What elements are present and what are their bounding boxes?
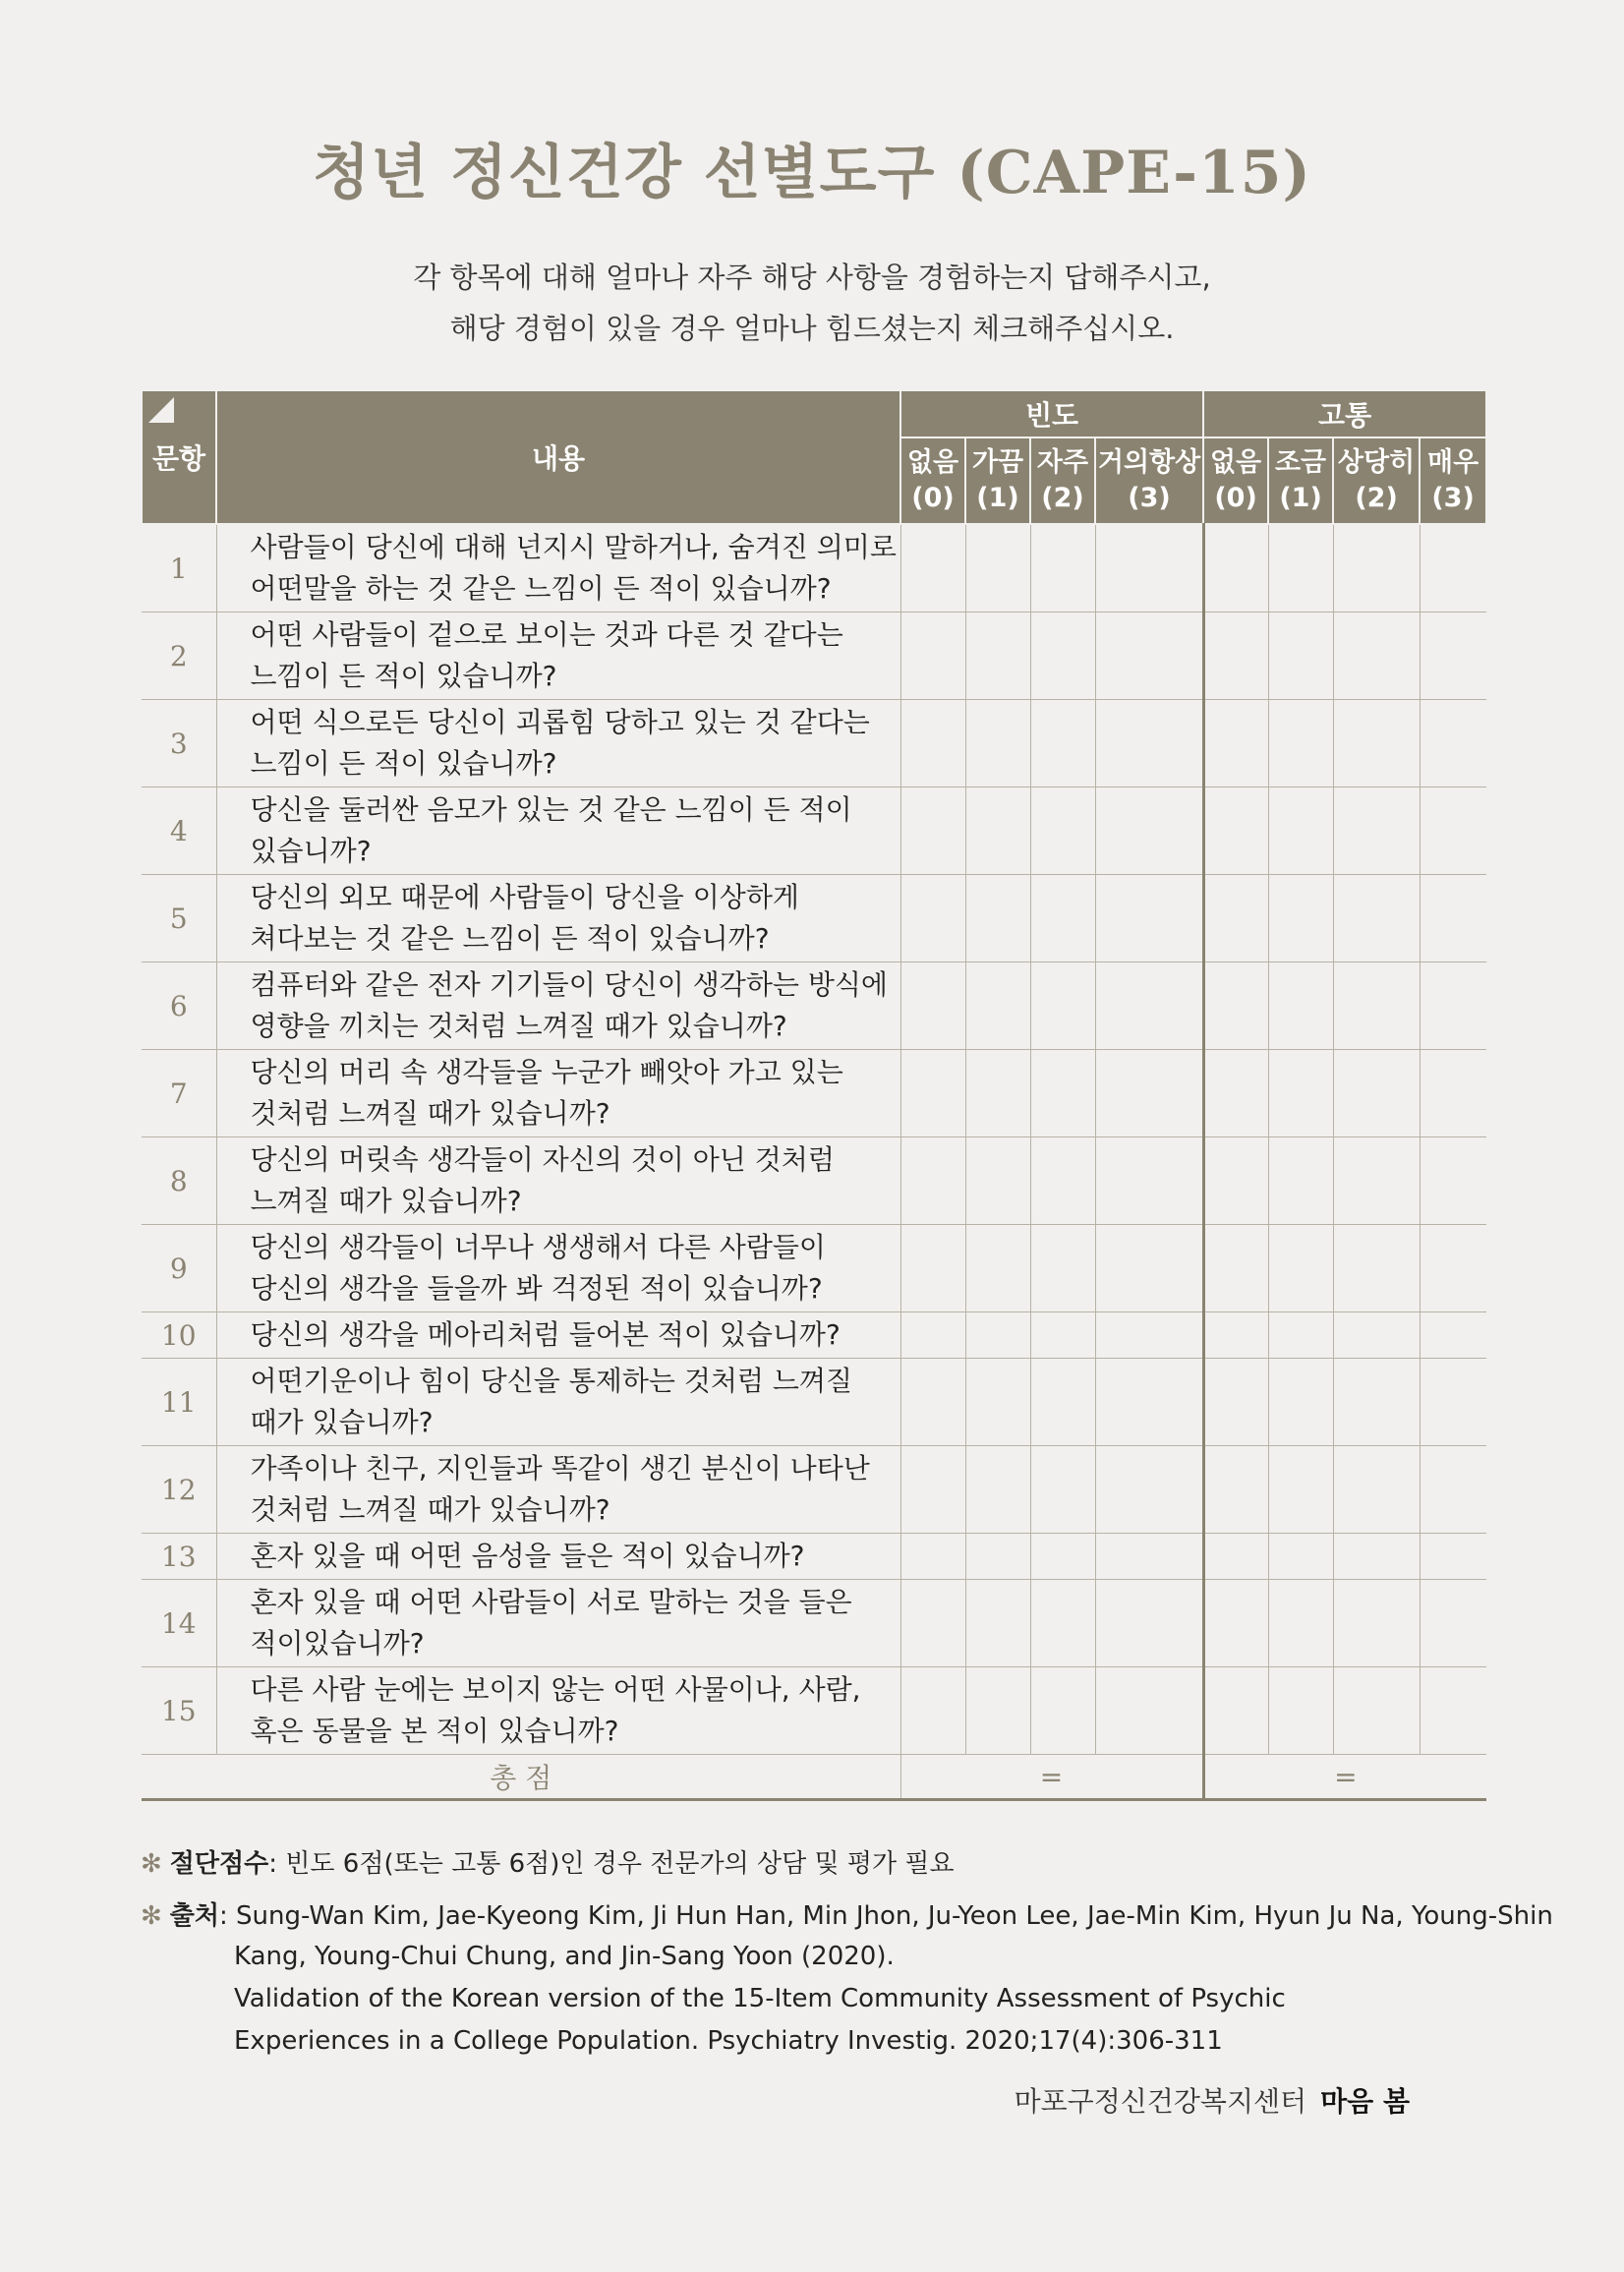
- frequency-checkbox-cell[interactable]: [900, 1225, 965, 1312]
- question-line: 당신의 생각을 메아리처럼 들어본 적이 있습니까?: [250, 1318, 841, 1351]
- item-question: [216, 1312, 900, 1359]
- item-question: [216, 1359, 900, 1446]
- question-line: 어떤말을 하는 것 같은 느낌이 든 적이 있습니까?: [250, 572, 832, 605]
- distress-checkbox-cell[interactable]: [1420, 1580, 1486, 1667]
- distress-option-label: 상당히: [1337, 447, 1416, 478]
- question-line: 혼자 있을 때 어떤 사람들이 서로 말하는 것을 들은: [250, 1586, 852, 1618]
- page-title: 청년 정신건강 선별도구 (CAPE-15): [313, 139, 1311, 207]
- question-line: 때가 있습니까?: [250, 1406, 434, 1438]
- frequency-checkbox-cell[interactable]: [965, 1225, 1030, 1312]
- item-question: [216, 962, 900, 1050]
- distress-checkbox-cell[interactable]: [1203, 1359, 1268, 1446]
- frequency-checkbox-cell[interactable]: [1095, 1050, 1203, 1137]
- item-number: 7: [142, 1050, 216, 1137]
- distress-option-score: (1): [1279, 483, 1322, 513]
- distress-checkbox-cell[interactable]: [1333, 1580, 1420, 1667]
- frequency-checkbox-cell[interactable]: [965, 1580, 1030, 1667]
- frequency-checkbox-cell[interactable]: [900, 1050, 965, 1137]
- question-line: 느껴질 때가 있습니까?: [250, 1185, 522, 1217]
- frequency-checkbox-cell[interactable]: [1030, 612, 1095, 700]
- item-number: 5: [142, 875, 216, 962]
- frequency-checkbox-cell[interactable]: [1030, 700, 1095, 787]
- table-row: [142, 700, 1486, 787]
- question-line: 혹은 동물을 본 적이 있습니까?: [250, 1715, 619, 1747]
- frequency-checkbox-cell[interactable]: [1095, 1359, 1203, 1446]
- distress-checkbox-cell[interactable]: [1333, 875, 1420, 962]
- distress-option-header: [1268, 437, 1333, 524]
- distress-checkbox-cell[interactable]: [1268, 1534, 1333, 1580]
- asterisk-icon: ✻: [141, 1849, 162, 1879]
- header-frequency: 빈도: [900, 390, 1203, 437]
- item-number: 15: [142, 1667, 216, 1755]
- frequency-checkbox-cell[interactable]: [965, 1534, 1030, 1580]
- frequency-option-score: (3): [1128, 483, 1171, 513]
- total-label: 총 점: [142, 1755, 900, 1800]
- frequency-checkbox-cell[interactable]: [1030, 524, 1095, 612]
- item-number: 13: [142, 1534, 216, 1580]
- distress-checkbox-cell[interactable]: [1333, 700, 1420, 787]
- item-number: 11: [142, 1359, 216, 1446]
- distress-checkbox-cell[interactable]: [1203, 1534, 1268, 1580]
- item-number: 14: [142, 1580, 216, 1667]
- distress-checkbox-cell[interactable]: [1268, 612, 1333, 700]
- header-content: 내용: [216, 390, 900, 524]
- frequency-checkbox-cell[interactable]: [900, 1534, 965, 1580]
- item-question: [216, 1667, 900, 1755]
- frequency-checkbox-cell[interactable]: [900, 1667, 965, 1755]
- question-line: 당신의 머릿속 생각들이 자신의 것이 아닌 것처럼: [250, 1143, 835, 1176]
- frequency-checkbox-cell[interactable]: [900, 1359, 965, 1446]
- frequency-checkbox-cell[interactable]: [1030, 1534, 1095, 1580]
- frequency-checkbox-cell[interactable]: [1030, 1137, 1095, 1225]
- distress-checkbox-cell[interactable]: [1420, 1446, 1486, 1534]
- question-line: 있습니까?: [250, 835, 372, 867]
- frequency-checkbox-cell[interactable]: [900, 1580, 965, 1667]
- distress-checkbox-cell[interactable]: [1420, 1137, 1486, 1225]
- distress-option-label: 조금: [1274, 447, 1327, 478]
- instructions-line-1: 각 항목에 대해 얼마나 자주 해당 사항을 경험하는지 답해주시고,: [413, 261, 1211, 294]
- frequency-checkbox-cell[interactable]: [1030, 1446, 1095, 1534]
- frequency-option-header: [1095, 437, 1203, 524]
- cutoff-note: [141, 1842, 955, 1886]
- distress-option-label: 매우: [1426, 447, 1479, 478]
- question-line: 어떤 식으로든 당신이 괴롭힘 당하고 있는 것 같다는: [250, 706, 870, 738]
- frequency-checkbox-cell[interactable]: [1030, 1312, 1095, 1359]
- frequency-checkbox-cell[interactable]: [900, 612, 965, 700]
- source-line: Kang, Young-Chui Chung, and Jin-Sang Yoon (2020).: [234, 1942, 895, 1971]
- distress-checkbox-cell[interactable]: [1333, 1050, 1420, 1137]
- question-line: 느낌이 든 적이 있습니까?: [250, 747, 557, 780]
- item-number: 2: [142, 612, 216, 700]
- distress-checkbox-cell[interactable]: [1203, 612, 1268, 700]
- item-question: [216, 1225, 900, 1312]
- distress-checkbox-cell[interactable]: [1333, 962, 1420, 1050]
- distress-option-score: (0): [1214, 483, 1257, 513]
- source-label: 출처: [169, 1901, 220, 1931]
- distress-checkbox-cell[interactable]: [1333, 1359, 1420, 1446]
- distress-checkbox-cell[interactable]: [1333, 1137, 1420, 1225]
- frequency-checkbox-cell[interactable]: [1095, 524, 1203, 612]
- frequency-option-header: [900, 437, 965, 524]
- frequency-checkbox-cell[interactable]: [965, 1359, 1030, 1446]
- table-row: [142, 1137, 1486, 1225]
- distress-checkbox-cell[interactable]: [1333, 1667, 1420, 1755]
- item-number: 10: [142, 1312, 216, 1359]
- distress-checkbox-cell[interactable]: [1420, 787, 1486, 875]
- frequency-checkbox-cell[interactable]: [1095, 1667, 1203, 1755]
- distress-checkbox-cell[interactable]: [1420, 524, 1486, 612]
- distress-checkbox-cell[interactable]: [1268, 1050, 1333, 1137]
- question-line: 것처럼 느껴질 때가 있습니까?: [250, 1097, 610, 1130]
- frequency-checkbox-cell[interactable]: [965, 1667, 1030, 1755]
- question-line: 컴퓨터와 같은 전자 기기들이 당신이 생각하는 방식에: [250, 968, 888, 1001]
- table-row: [142, 787, 1486, 875]
- distress-checkbox-cell[interactable]: [1420, 1359, 1486, 1446]
- table-row: [142, 962, 1486, 1050]
- frequency-checkbox-cell[interactable]: [1095, 700, 1203, 787]
- frequency-checkbox-cell[interactable]: [965, 875, 1030, 962]
- distress-checkbox-cell[interactable]: [1333, 1534, 1420, 1580]
- item-number: 12: [142, 1446, 216, 1534]
- total-distress-field[interactable]: =: [1203, 1755, 1486, 1800]
- question-line: 혼자 있을 때 어떤 음성을 들은 적이 있습니까?: [250, 1540, 805, 1572]
- distress-checkbox-cell[interactable]: [1420, 1225, 1486, 1312]
- source-line: Validation of the Korean version of the 15-Item Community Assessment of Psychic: [234, 1984, 1286, 2013]
- distress-checkbox-cell[interactable]: [1333, 524, 1420, 612]
- frequency-option-label: 자주: [1036, 447, 1089, 478]
- table-row: [142, 1580, 1486, 1667]
- table-row: [142, 875, 1486, 962]
- frequency-checkbox-cell[interactable]: [965, 787, 1030, 875]
- frequency-option-score: (1): [976, 483, 1019, 513]
- frequency-checkbox-cell[interactable]: [1095, 1225, 1203, 1312]
- distress-option-score: (3): [1431, 483, 1475, 513]
- question-line: 영향을 끼치는 것처럼 느껴질 때가 있습니까?: [250, 1010, 787, 1042]
- question-line: 것처럼 느껴질 때가 있습니까?: [250, 1493, 610, 1526]
- distress-option-header: [1203, 437, 1268, 524]
- frequency-checkbox-cell[interactable]: [965, 1137, 1030, 1225]
- distress-checkbox-cell[interactable]: [1420, 1050, 1486, 1137]
- table-row: [142, 1312, 1486, 1359]
- distress-checkbox-cell[interactable]: [1268, 700, 1333, 787]
- corner-tab-icon: [148, 397, 174, 423]
- header-distress: 고통: [1203, 390, 1486, 437]
- item-question: [216, 1534, 900, 1580]
- distress-checkbox-cell[interactable]: [1203, 524, 1268, 612]
- item-question: [216, 1580, 900, 1667]
- distress-checkbox-cell[interactable]: [1203, 787, 1268, 875]
- item-number: 3: [142, 700, 216, 787]
- distress-checkbox-cell[interactable]: [1420, 1312, 1486, 1359]
- question-line: 당신의 생각을 들을까 봐 걱정된 적이 있습니까?: [250, 1272, 823, 1305]
- total-frequency-field[interactable]: =: [900, 1755, 1203, 1800]
- frequency-option-score: (0): [911, 483, 955, 513]
- question-line: 당신의 머리 속 생각들을 누군가 빼앗아 가고 있는: [250, 1056, 843, 1088]
- table-row: [142, 1446, 1486, 1534]
- frequency-checkbox-cell[interactable]: [965, 700, 1030, 787]
- distress-option-header: [1333, 437, 1420, 524]
- frequency-checkbox-cell[interactable]: [900, 1446, 965, 1534]
- distress-option-label: 없음: [1209, 447, 1262, 478]
- frequency-checkbox-cell[interactable]: [1095, 787, 1203, 875]
- distress-checkbox-cell[interactable]: [1268, 1667, 1333, 1755]
- distress-checkbox-cell[interactable]: [1203, 1312, 1268, 1359]
- source-citation: [234, 1936, 1286, 2063]
- item-number: 4: [142, 787, 216, 875]
- item-number: 8: [142, 1137, 216, 1225]
- distress-checkbox-cell[interactable]: [1268, 1446, 1333, 1534]
- item-question: [216, 612, 900, 700]
- distress-checkbox-cell[interactable]: [1268, 1137, 1333, 1225]
- frequency-checkbox-cell[interactable]: [1095, 1446, 1203, 1534]
- frequency-checkbox-cell[interactable]: [1030, 787, 1095, 875]
- instructions: [0, 252, 1624, 354]
- screening-table: [141, 389, 1487, 1801]
- question-line: 느낌이 든 적이 있습니까?: [250, 660, 557, 692]
- distress-checkbox-cell[interactable]: [1268, 787, 1333, 875]
- source-first-line: : Sung-Wan Kim, Jae-Kyeong Kim, Ji Hun Han, Min Jhon, Ju-Yeon Lee, Jae-Min Kim, Hyun Ju Na, Young-Shin: [219, 1901, 1553, 1931]
- total-row: [142, 1755, 1486, 1800]
- distress-checkbox-cell[interactable]: [1203, 1580, 1268, 1667]
- distress-checkbox-cell[interactable]: [1420, 962, 1486, 1050]
- question-line: 당신을 둘러싼 음모가 있는 것 같은 느낌이 든 적이: [250, 793, 852, 826]
- distress-checkbox-cell[interactable]: [1333, 787, 1420, 875]
- distress-checkbox-cell[interactable]: [1203, 1137, 1268, 1225]
- asterisk-icon: ✻: [141, 1901, 162, 1931]
- frequency-checkbox-cell[interactable]: [1095, 1312, 1203, 1359]
- brand-name: 마음 봄: [1320, 2085, 1410, 2118]
- frequency-option-header: [1030, 437, 1095, 524]
- frequency-checkbox-cell[interactable]: [1030, 1359, 1095, 1446]
- frequency-checkbox-cell[interactable]: [1095, 875, 1203, 962]
- distress-checkbox-cell[interactable]: [1268, 524, 1333, 612]
- table-row: [142, 524, 1486, 612]
- item-question: [216, 1050, 900, 1137]
- item-question: [216, 1137, 900, 1225]
- question-line: 당신의 생각들이 너무나 생생해서 다른 사람들이: [250, 1231, 826, 1263]
- frequency-checkbox-cell[interactable]: [1095, 1580, 1203, 1667]
- item-number: 6: [142, 962, 216, 1050]
- distress-option-header: [1420, 437, 1486, 524]
- distress-checkbox-cell[interactable]: [1333, 1446, 1420, 1534]
- distress-checkbox-cell[interactable]: [1203, 1225, 1268, 1312]
- frequency-checkbox-cell[interactable]: [900, 875, 965, 962]
- distress-checkbox-cell[interactable]: [1203, 962, 1268, 1050]
- source-note: [141, 1894, 1553, 1938]
- distress-checkbox-cell[interactable]: [1203, 875, 1268, 962]
- frequency-checkbox-cell[interactable]: [900, 787, 965, 875]
- question-line: 당신의 외모 때문에 사람들이 당신을 이상하게: [250, 881, 799, 913]
- table-row: [142, 1225, 1486, 1312]
- frequency-option-label: 거의항상: [1097, 447, 1201, 478]
- cutoff-label: 절단점수: [169, 1849, 269, 1879]
- frequency-checkbox-cell[interactable]: [965, 1050, 1030, 1137]
- frequency-option-score: (2): [1041, 483, 1084, 513]
- instructions-line-2: 해당 경험이 있을 경우 얼마나 힘드셨는지 체크해주십시오.: [449, 312, 1175, 345]
- frequency-checkbox-cell[interactable]: [1030, 875, 1095, 962]
- frequency-checkbox-cell[interactable]: [1030, 1050, 1095, 1137]
- frequency-checkbox-cell[interactable]: [1030, 1225, 1095, 1312]
- distress-checkbox-cell[interactable]: [1420, 1534, 1486, 1580]
- frequency-checkbox-cell[interactable]: [900, 1137, 965, 1225]
- frequency-checkbox-cell[interactable]: [900, 524, 965, 612]
- distress-checkbox-cell[interactable]: [1268, 1359, 1333, 1446]
- item-question: [216, 787, 900, 875]
- header-item-number: 문항: [142, 390, 216, 524]
- frequency-checkbox-cell[interactable]: [900, 700, 965, 787]
- distress-checkbox-cell[interactable]: [1268, 875, 1333, 962]
- distress-checkbox-cell[interactable]: [1420, 700, 1486, 787]
- table-row: [142, 612, 1486, 700]
- frequency-checkbox-cell[interactable]: [965, 524, 1030, 612]
- distress-checkbox-cell[interactable]: [1333, 612, 1420, 700]
- distress-option-score: (2): [1355, 483, 1398, 513]
- frequency-checkbox-cell[interactable]: [965, 962, 1030, 1050]
- question-line: 어떤 사람들이 겉으로 보이는 것과 다른 것 같다는: [250, 618, 843, 651]
- frequency-checkbox-cell[interactable]: [1095, 962, 1203, 1050]
- distress-checkbox-cell[interactable]: [1420, 612, 1486, 700]
- distress-checkbox-cell[interactable]: [1333, 1225, 1420, 1312]
- distress-checkbox-cell[interactable]: [1203, 700, 1268, 787]
- cutoff-text: : 빈도 6점(또는 고통 6점)인 경우 전문가의 상담 및 평가 필요: [268, 1849, 955, 1879]
- item-number: 9: [142, 1225, 216, 1312]
- frequency-checkbox-cell[interactable]: [900, 962, 965, 1050]
- distress-checkbox-cell[interactable]: [1268, 1312, 1333, 1359]
- item-question: [216, 524, 900, 612]
- frequency-checkbox-cell[interactable]: [1095, 1534, 1203, 1580]
- question-line: 사람들이 당신에 대해 넌지시 말하거나, 숨겨진 의미로: [250, 531, 897, 563]
- item-question: [216, 875, 900, 962]
- item-number: 1: [142, 524, 216, 612]
- frequency-checkbox-cell[interactable]: [1095, 1137, 1203, 1225]
- table-row: [142, 1534, 1486, 1580]
- distress-checkbox-cell[interactable]: [1333, 1312, 1420, 1359]
- question-line: 어떤기운이나 힘이 당신을 통제하는 것처럼 느껴질: [250, 1365, 853, 1397]
- distress-checkbox-cell[interactable]: [1203, 1446, 1268, 1534]
- frequency-checkbox-cell[interactable]: [965, 612, 1030, 700]
- table-row: [142, 1667, 1486, 1755]
- distress-checkbox-cell[interactable]: [1203, 1667, 1268, 1755]
- frequency-checkbox-cell[interactable]: [1095, 612, 1203, 700]
- source-line: Experiences in a College Population. Psychiatry Investig. 2020;17(4):306-311: [234, 2026, 1223, 2056]
- frequency-checkbox-cell[interactable]: [1030, 1667, 1095, 1755]
- question-line: 적이있습니까?: [250, 1627, 425, 1660]
- table-row: [142, 1050, 1486, 1137]
- question-line: 다른 사람 눈에는 보이지 않는 어떤 사물이나, 사람,: [250, 1673, 861, 1706]
- distress-checkbox-cell[interactable]: [1268, 1580, 1333, 1667]
- center-name: 마포구정신건강복지센터: [1014, 2085, 1307, 2118]
- frequency-checkbox-cell[interactable]: [965, 1446, 1030, 1534]
- frequency-option-label: 없음: [906, 447, 959, 478]
- item-question: [216, 700, 900, 787]
- question-line: 쳐다보는 것 같은 느낌이 든 적이 있습니까?: [250, 922, 770, 955]
- table-row: [142, 1359, 1486, 1446]
- distress-checkbox-cell[interactable]: [1420, 875, 1486, 962]
- item-question: [216, 1446, 900, 1534]
- distress-checkbox-cell[interactable]: [1268, 962, 1333, 1050]
- frequency-option-header: [965, 437, 1030, 524]
- frequency-checkbox-cell[interactable]: [965, 1312, 1030, 1359]
- question-line: 가족이나 친구, 지인들과 똑같이 생긴 분신이 나타난: [250, 1452, 870, 1485]
- footer-credit: [1015, 2080, 1410, 2120]
- distress-checkbox-cell[interactable]: [1203, 1050, 1268, 1137]
- frequency-option-label: 가끔: [971, 447, 1024, 478]
- distress-checkbox-cell[interactable]: [1268, 1225, 1333, 1312]
- frequency-checkbox-cell[interactable]: [1030, 1580, 1095, 1667]
- frequency-checkbox-cell[interactable]: [900, 1312, 965, 1359]
- distress-checkbox-cell[interactable]: [1420, 1667, 1486, 1755]
- frequency-checkbox-cell[interactable]: [1030, 962, 1095, 1050]
